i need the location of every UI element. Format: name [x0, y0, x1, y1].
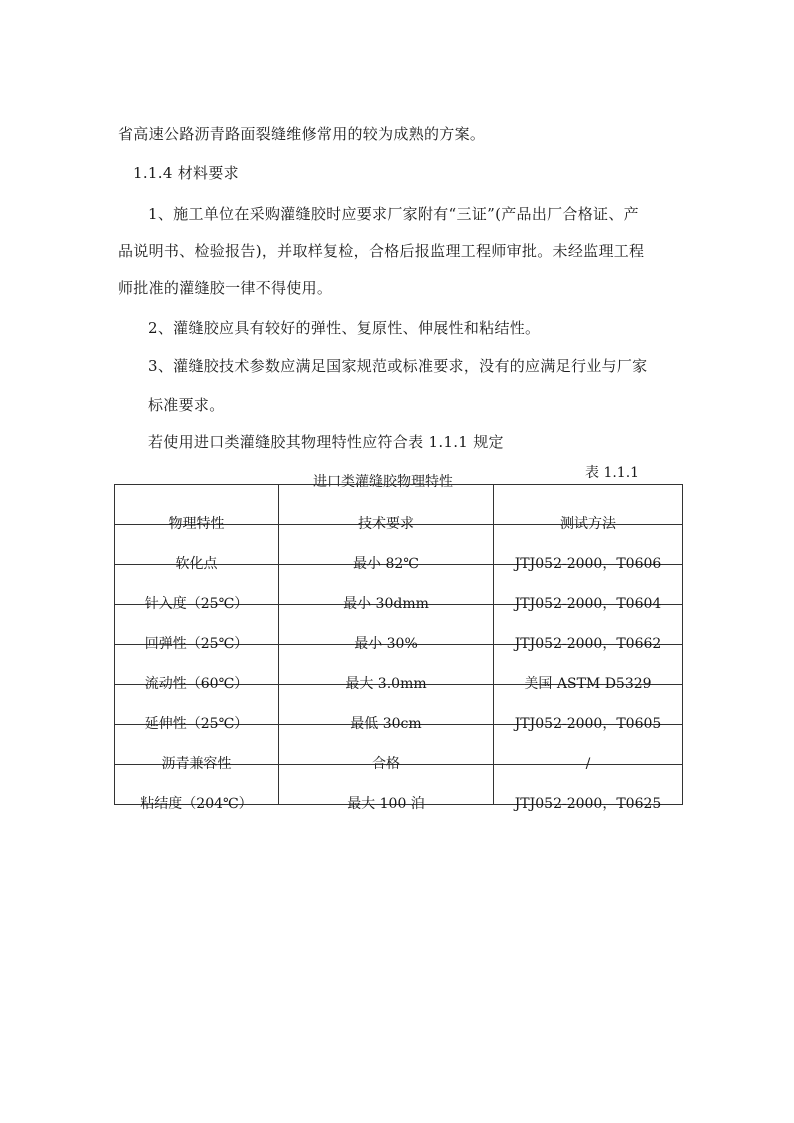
table-cell: 最小 30%	[279, 605, 494, 645]
table-cell: JTJ052-2000，T0605	[494, 685, 683, 725]
table-intro: 若使用进口类灌缝胶其物理特性应符合表 1.1.1 规定	[148, 433, 504, 451]
table-cell: 最小 30dmm	[279, 565, 494, 605]
table-cell: JTJ052-2000，T0604	[494, 565, 683, 605]
table-cell: 延伸性（25℃）	[115, 685, 279, 725]
table-title: 进口类灌缝胶物理特性	[313, 474, 453, 490]
paragraph-line: 2、灌缝胶应具有较好的弹性、复原性、伸展性和粘结性。	[148, 319, 541, 337]
table-cell: 软化点	[115, 525, 279, 565]
table-cell: 最大 3.0mm	[279, 645, 494, 685]
paragraph-line: 省高速公路沥青路面裂缝维修常用的较为成熟的方案。	[118, 125, 486, 143]
paragraph-line: 1、施工单位在采购灌缝胶时应要求厂家附有“三证”(产品出厂合格证、产	[148, 205, 639, 223]
table-cell: JTJ052-2000，T0662	[494, 605, 683, 645]
header-cell: 技术要求	[279, 485, 494, 525]
paragraph-line: 师批准的灌缝胶一律不得使用。	[118, 279, 333, 297]
table-cell: JTJ052-2000，T0625	[494, 765, 683, 805]
paragraph-line: 标准要求。	[148, 396, 225, 414]
table-cell: 美国 ASTM D5329	[494, 645, 683, 685]
table-cell: 沥青兼容性	[115, 725, 279, 765]
paragraph-line: 品说明书、检验报告)，并取样复检，合格后报监理工程师审批。未经监理工程	[118, 242, 645, 260]
header-cell: 测试方法	[494, 485, 683, 525]
table-cell: JTJ052-2000，T0606	[494, 525, 683, 565]
table-cell: 流动性（60℃）	[115, 645, 279, 685]
table-cell: 针入度（25℃）	[115, 565, 279, 605]
paragraph-line: 3、灌缝胶技术参数应满足国家规范或标准要求，没有的应满足行业与厂家	[148, 357, 648, 375]
table-cell: 合格	[279, 725, 494, 765]
table-cell: /	[494, 725, 683, 765]
table-number: 表 1.1.1	[585, 465, 640, 481]
table-cell: 最低 30cm	[279, 685, 494, 725]
table-cell: 粘结度（204℃）	[115, 765, 279, 805]
table-header-row	[115, 485, 683, 525]
section-heading: 1.1.4 材料要求	[133, 164, 239, 182]
table-cell: 回弹性（25℃）	[115, 605, 279, 645]
table-cell: 最大 100 泊	[279, 765, 494, 805]
spec-table	[114, 484, 683, 812]
table-cell: 最小 82℃	[279, 525, 494, 565]
header-cell: 物理特性	[115, 485, 279, 525]
